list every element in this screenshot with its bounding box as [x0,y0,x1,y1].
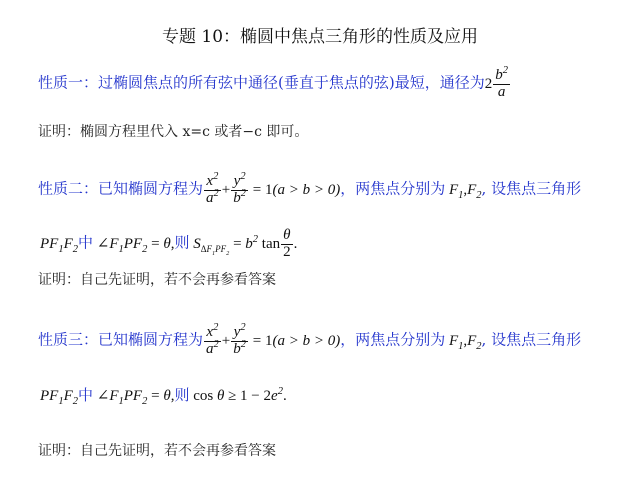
property-3-line-2: $PF_1F_2$中 $\angle F_1PF_2 = \theta$,则 $\cos \theta \ge 1 - 2e^2$. [40,386,287,407]
ellipse-equation: $\frac{x^2}{a^2}$ + $\frac{y^2}{b^2}$ = 1(a > b > 0) [206,171,341,206]
foci-formula-2: $F_1,F_2$ [445,332,482,352]
latus-rectum-formula: 2 $\frac{b^2}{a}$ [484,65,508,100]
page-title: 专题 10：椭圆中焦点三角形的性质及应用 [161,27,479,47]
property-1-proof: 证明：椭圆方程里代入 x=c 或者−c 即可。 [38,124,309,140]
property-2-intro: 性质二：已知椭圆方程为 [38,179,204,198]
foci-formula: $F_1,F_2$ [445,181,482,201]
property-2-tail: 设焦点三角形 [491,179,582,198]
ellipse-equation-2: $\frac{x^2}{a^2}$ + $\frac{y^2}{b^2}$ = 1(a > b > 0) [206,322,341,357]
foci-text: ，两焦点分别为 [340,179,446,198]
property-1 [38,65,511,101]
property-3-intro: 性质三：已知椭圆方程为 [38,330,204,349]
property-2-line-1: 性质二：已知椭圆方程为 $\frac{x^2}{a^2}$ + $\frac{y^2}{b^2}$ = 1(a > b > 0)，两焦点分别为 $F_1,F_2$, 设焦点三角形 [38,171,582,206]
foci-text-2: ，两焦点分别为 [340,330,446,349]
property-1-text: 性质一：过椭圆焦点的所有弦中通径(垂直于焦点的弦)最短，通径为 [38,73,485,92]
property-3-proof: 证明：自己先证明，若不会再参看答案 [38,443,276,459]
property-2-line-2: $PF_1F_2$中 $\angle F_1PF_2 = \theta$,则 $S_{\Delta F_1PF_2} = b^2$ tan $\frac{\theta}{2}$ . [40,227,298,260]
property-3-tail: 设焦点三角形 [491,330,582,349]
property-3-line-1: 性质三：已知椭圆方程为 $\frac{x^2}{a^2}$ + $\frac{y^2}{b^2}$ = 1(a > b > 0)，两焦点分别为 $F_1,F_2$, 设焦点三角形 [38,322,582,357]
property-2-proof: 证明：自己先证明，若不会再参看答案 [38,272,276,288]
